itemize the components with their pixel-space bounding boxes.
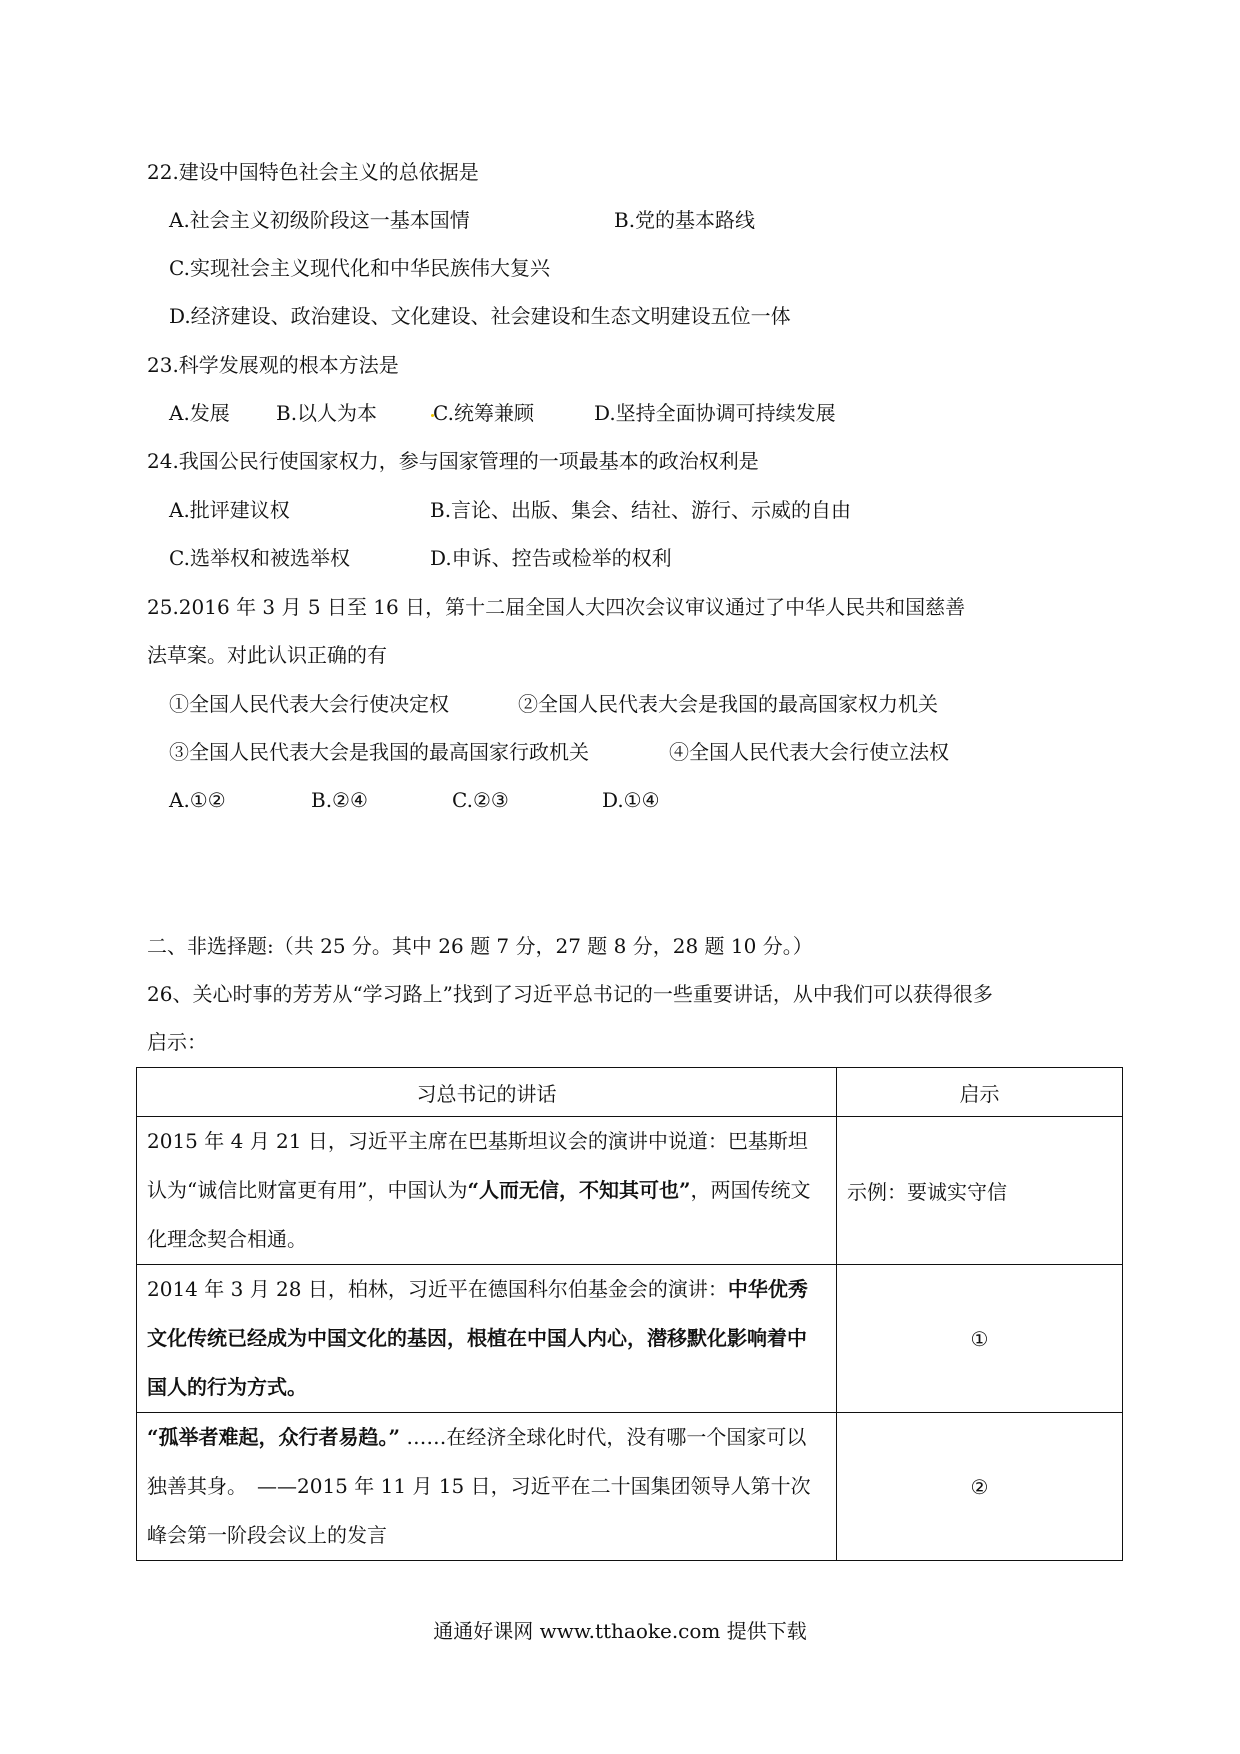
q24-option-b: B.言论、出版、集会、结社、游行、示威的自由	[430, 498, 852, 522]
q23-option-c: C.统筹兼顾	[433, 401, 534, 425]
speech-1-text: 2015 年 4 月 21 日，习近平主席在巴基斯坦议会的演讲中说道：巴基斯坦认为“诚信比财富更有用”，中国认为	[147, 1129, 808, 1202]
q26-stem-line2: 启示：	[147, 1030, 207, 1054]
q22-option-b: B.党的基本路线	[614, 208, 756, 232]
hint-cell-2: ①	[837, 1265, 1123, 1413]
hint-cell-3: ②	[837, 1413, 1123, 1561]
q22-option-a: A.社会主义初级阶段这一基本国情	[169, 208, 470, 232]
q23-option-a: A.发展	[169, 401, 230, 425]
speech-1-quote: “人而无信，不知其可也”	[467, 1178, 691, 1202]
table-row	[137, 1413, 1123, 1561]
q25-stem-line1: 25.2016 年 3 月 5 日至 16 日，第十二届全国人大四次会议审议通过了中华人民共和国慈善	[147, 595, 966, 619]
hint-cell-1: 示例：要诚实守信	[837, 1117, 1123, 1265]
q25-option-a: A.①②	[169, 788, 226, 812]
speech-cell-2	[137, 1265, 837, 1413]
q25-statement-1: ①全国人民代表大会行使决定权	[169, 692, 449, 716]
q23-option-d: D.坚持全面协调可持续发展	[594, 401, 836, 425]
q22-option-d: D.经济建设、政治建设、文化建设、社会建设和生态文明建设五位一体	[169, 304, 791, 328]
speech-1-text-end: ，两国传统文化理念契合相通。	[147, 1178, 811, 1251]
speech-2-text: 2014 年 3 月 28 日，柏林，习近平在德国科尔伯基金会的演讲：	[147, 1277, 728, 1301]
speech-cell-1	[137, 1117, 837, 1265]
q22-option-c: C.实现社会主义现代化和中华民族伟大复兴	[169, 256, 550, 280]
q25-option-b: B.②④	[311, 788, 368, 812]
q24-option-c: C.选举权和被选举权	[169, 546, 350, 570]
q25-option-c: C.②③	[452, 788, 509, 812]
footer-credit: 通通好课网 www.tthaoke.com 提供下载	[433, 1619, 807, 1643]
q25-stem-line2: 法草案。对此认识正确的有	[147, 643, 387, 667]
q23-stem: 23.科学发展观的根本方法是	[147, 353, 399, 377]
speech-3-text: ……在经济全球化时代，没有哪一个国家可以独善其身。 ——2015 年 11 月 15 日，习近平在二十国集团领导人第十次峰会第一阶段会议上的发言	[147, 1425, 811, 1547]
q23-option-b: B.以人为本	[276, 401, 378, 425]
q25-statement-4: ④全国人民代表大会行使立法权	[669, 740, 949, 764]
q25-statement-3: ③全国人民代表大会是我国的最高国家行政机关	[169, 740, 589, 764]
speech-3-quote: “孤举者难起，众行者易趋。”	[147, 1425, 401, 1449]
q24-option-d: D.申诉、控告或检举的权利	[430, 546, 672, 570]
q24-stem: 24.我国公民行使国家权力，参与国家管理的一项最基本的政治权利是	[147, 449, 759, 473]
header-speech: 习总书记的讲话	[137, 1068, 837, 1117]
q22-stem: 22.建设中国特色社会主义的总依据是	[147, 160, 479, 184]
header-hint: 启示	[837, 1068, 1123, 1117]
table-row	[137, 1117, 1123, 1265]
speech-2-quote: 中华优秀文化传统已经成为中国文化的基因，根植在中国人内心，潜移默化影响着中国人的行为方式。	[147, 1277, 808, 1399]
q24-option-a: A.批评建议权	[169, 498, 290, 522]
section2-heading: 二、非选择题:（共 25 分。其中 26 题 7 分，27 题 8 分，28 题 10 分。）	[147, 934, 813, 958]
speech-cell-3	[137, 1413, 837, 1561]
q25-option-d: D.①④	[602, 788, 660, 812]
table-row	[137, 1265, 1123, 1413]
q26-stem-line1: 26、关心时事的芳芳从“学习路上”找到了习近平总书记的一些重要讲话，从中我们可以获得很多	[147, 982, 993, 1006]
table-header-row	[137, 1068, 1123, 1117]
q25-statement-2: ②全国人民代表大会是我国的最高国家权力机关	[518, 692, 938, 716]
speech-table	[136, 1067, 1123, 1561]
